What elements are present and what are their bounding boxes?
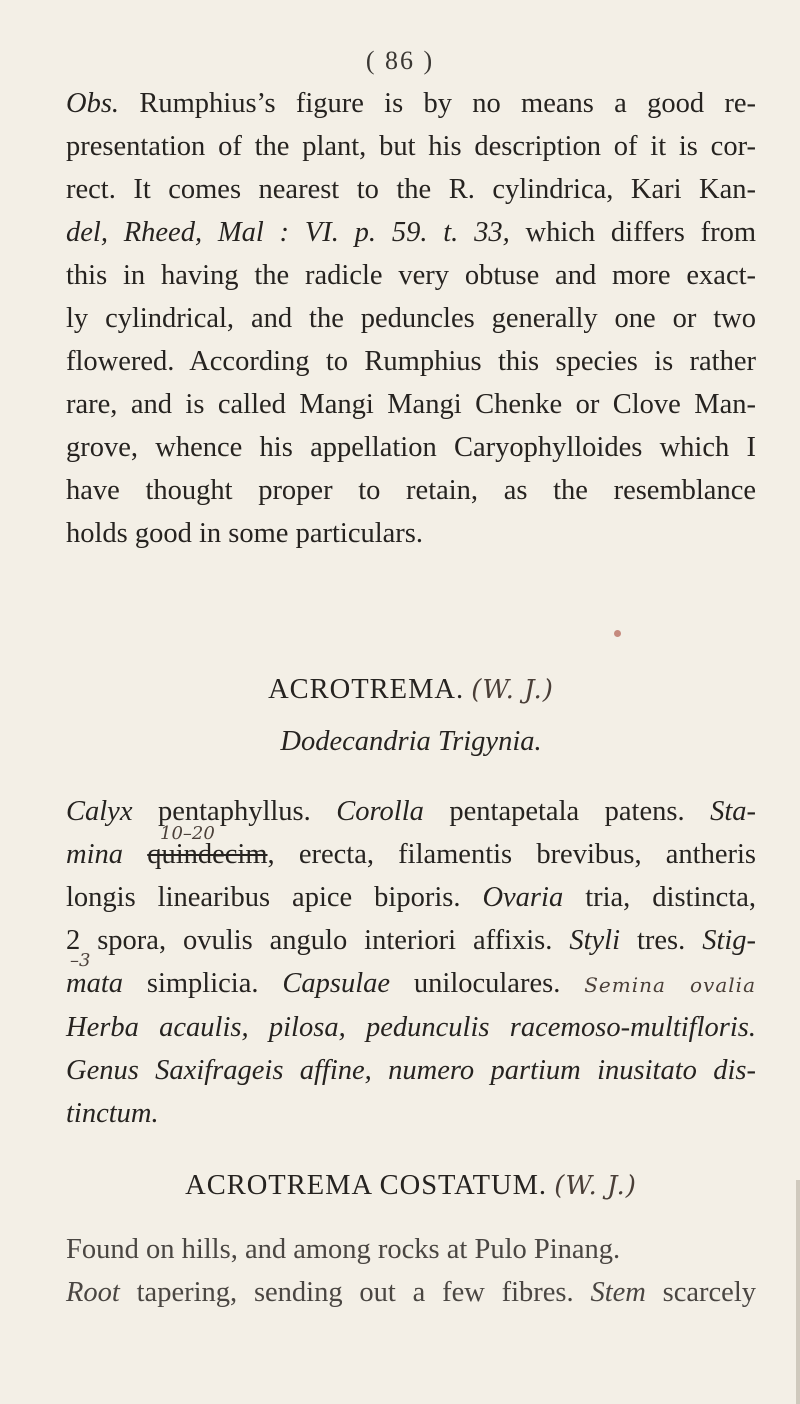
- genus-habit: [66, 1006, 756, 1135]
- obs-line-6: ly cylindrical, and the peduncles generally one or two: [66, 303, 756, 334]
- obs-line-11: holds good in some particulars.: [66, 518, 423, 549]
- char-line-2: mina quindecim, erecta, filamentis brevibus, antheris: [66, 839, 757, 870]
- handwritten-ovule-count: –3: [70, 950, 91, 971]
- obs-paragraph: [66, 82, 756, 555]
- genus-block: [66, 664, 756, 768]
- obs-line-2: presentation of the plant, but his description of it is cor-: [66, 131, 756, 162]
- genus-heading: ACROTREMA. (W. J.): [268, 674, 554, 705]
- species-line-1: Found on hills, and among rocks at Pulo Pinang.: [66, 1234, 621, 1265]
- obs-lead: Obs.: [66, 88, 120, 119]
- species-line-2: Root tapering, sending out a few fibres. Stem scarcely: [66, 1277, 756, 1308]
- obs-line-3: rect. It comes nearest to the R. cylindrica, Kari Kan-: [66, 174, 756, 205]
- habit-line-2: Genus Saxifrageis affine, numero partium inusitato dis-: [66, 1055, 756, 1086]
- habit-line-1: Herba acaulis, pilosa, pedunculis racemoso-multifloris.: [66, 1012, 756, 1043]
- species-block: [66, 1160, 756, 1212]
- obs-line-10: have thought proper to retain, as the resemblance: [66, 475, 756, 506]
- obs-line-7: flowered. According to Rumphius this species is rather: [66, 346, 756, 377]
- handwritten-note: Semina ovalia: [584, 973, 756, 997]
- obs-line-1: Obs. Rumphius’s figure is by no means a good re-: [66, 88, 756, 119]
- struck-word: quindecim: [147, 839, 268, 870]
- char-line-1: Calyx pentaphyllus. Corolla pentapetala patens. Sta-: [66, 796, 756, 827]
- obs-line-8: rare, and is called Mangi Mangi Chenke or Clove Man-: [66, 389, 756, 420]
- obs-line-4: del, Rheed, Mal : VI. p. 59. t. 33, which differs from: [66, 217, 756, 248]
- obs-line-5: this in having the radicle very obtuse and more exact-: [66, 260, 756, 291]
- species-heading: ACROTREMA COSTATUM. (W. J.): [185, 1170, 637, 1201]
- char-line-4: 2 spora, ovulis angulo interiori affixis. Styli tres. Stig-: [66, 925, 757, 956]
- handwritten-stamen-count: 10–20: [160, 823, 215, 844]
- genus-class: Dodecandria Trigynia.: [280, 726, 542, 757]
- page-edge: [796, 1180, 800, 1404]
- habit-line-3: tinctum.: [66, 1098, 159, 1129]
- char-line-3: longis linearibus apice biporis. Ovaria tria, distincta,: [66, 882, 756, 913]
- obs-line-9: grove, whence his appellation Caryophylloides which I: [66, 432, 756, 463]
- species-description: [66, 1228, 756, 1314]
- char-line-5: mata simplicia. Capsulae uniloculares. Semina ovalia: [66, 968, 756, 999]
- page-number: ( 86 ): [365, 46, 435, 75]
- ink-spot: [614, 630, 621, 637]
